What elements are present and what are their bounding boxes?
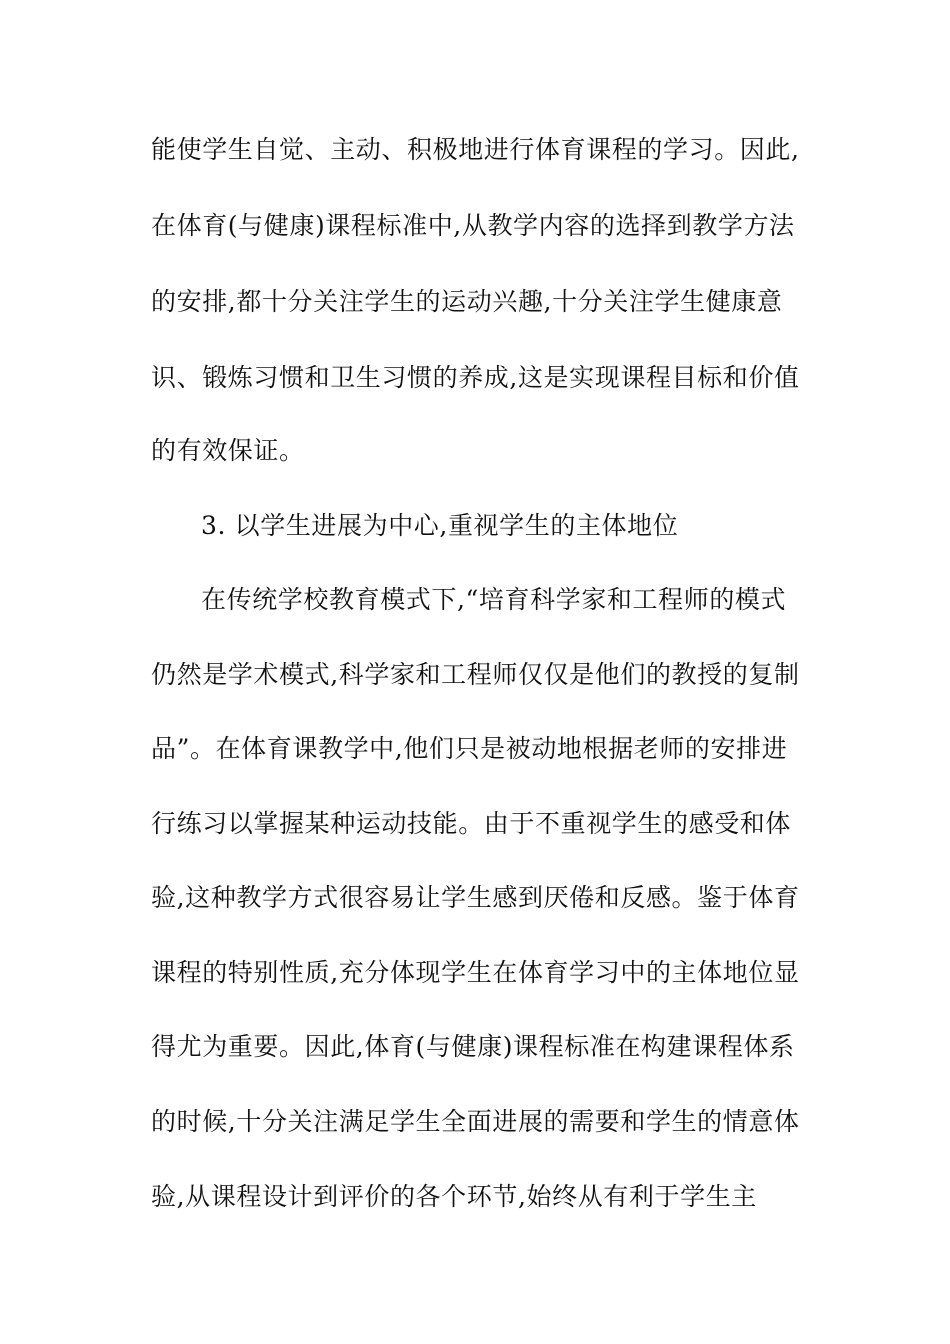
text-line: 仍然是学术模式,科学家和工程师仅仅是他们的教授的复制 [151,660,800,689]
text-line: 的安排,都十分关注学生的运动兴趣,十分关注学生健康意 [151,287,783,316]
text-line: 验,这种教学方式很容易让学生感到厌倦和反感。鉴于体育 [151,883,800,912]
section-heading: 3. 以学生进展为中心,重视学生的主体地位 [201,511,679,540]
text-line: 能使学生自觉、主动、积极地进行体育课程的学习。因此, [151,135,800,164]
paragraph-first-line: 在传统学校教育模式下,“培育科学家和工程师的模式 [201,585,787,614]
text-line: 的时候,十分关注满足学生全面进展的需要和学生的情意体 [151,1107,800,1136]
text-line: 在体育(与健康)课程标准中,从教学内容的选择到教学方法 [151,211,795,240]
text-line: 得尤为重要。因此,体育(与健康)课程标准在构建课程体系 [151,1032,795,1061]
text-line: 识、锻炼习惯和卫生习惯的养成,这是实现课程目标和价值 [151,363,800,392]
text-line: 品”。在体育课教学中,他们只是被动地根据老师的安排进 [151,734,788,763]
text-line: 行练习以掌握某种运动技能。由于不重视学生的感受和体 [151,809,792,838]
text-line: 的有效保证。 [151,436,305,465]
text-line: 课程的特别性质,充分体现学生在体育学习中的主体地位显 [151,958,800,987]
text-line: 验,从课程设计到评价的各个环节,始终从有利于学生主 [151,1182,757,1211]
